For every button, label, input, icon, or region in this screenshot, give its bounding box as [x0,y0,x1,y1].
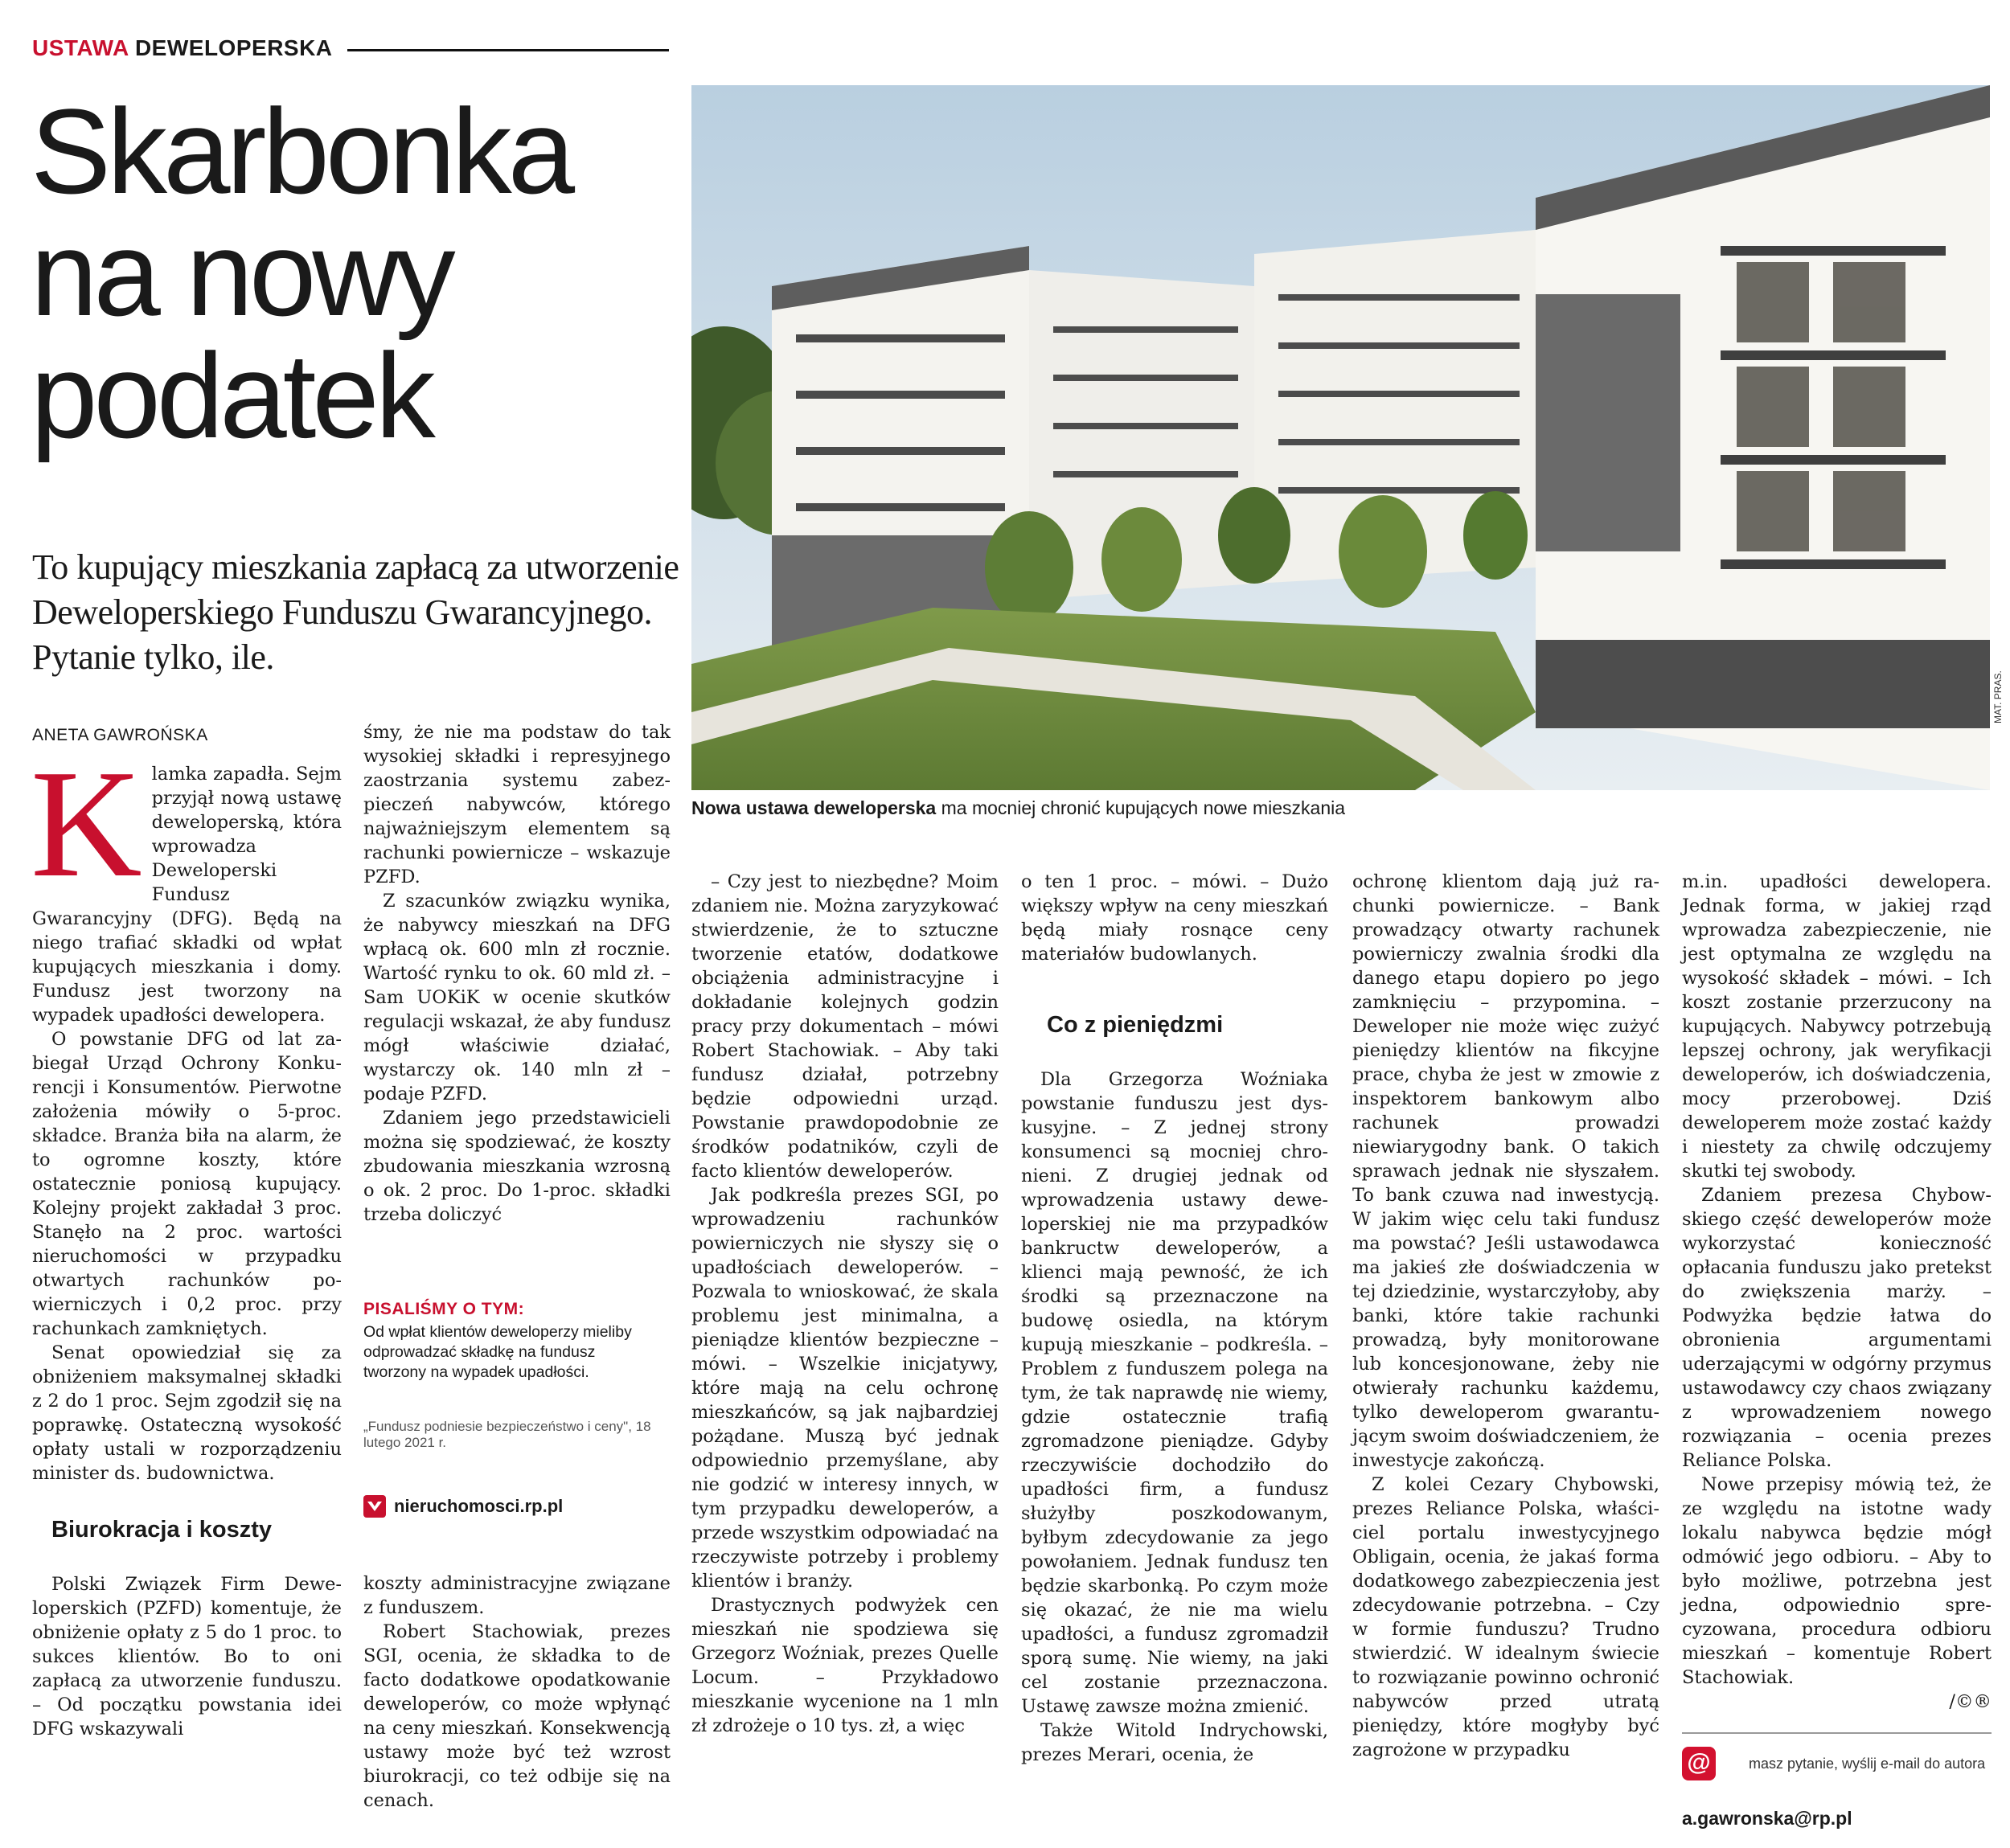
article-column-2-bottom [363,1571,671,1813]
article-column-2-top [363,720,671,1227]
kicker-part1: USTAWA [32,35,129,60]
section-kicker [32,35,333,61]
sidebar-link-text[interactable]: nieruchomosci.rp.pl [394,1496,564,1516]
col2-paragraph-1: śmy, że nie ma podstaw do tak wysokiej składki i represyjnego zaostrzania systemu zabezpieczeń nabywców, którego najważniejszym elementem są rachunki powiernicze – wskazuje PZFD. [363,722,671,887]
author-signature: /©® [1949,1691,1992,1712]
sidebar-text: Od wpłat klientów deweloperzy mieliby odprowadzać składkę na fundusz tworzony na wypadek upadłości. [363,1323,632,1381]
col2-paragraph-4: koszty administracyjne związane z funduszem. [363,1573,671,1618]
page-title [31,84,658,463]
col6-paragraph-2: Zdaniem prezesa Chybowskiego część deweloperów może wykorzystać konieczność opłacania funduszu jako pretekst do zwiększenia marży. – Podwyżka będzie łatwa do obronienia argumentami uderzającymi w odgórny przymus ustawodawcy czy chaos związany z wprowadzeniem nowego rozwiązania – ocenia prezes Reliance Polska. [1682,1185,1992,1471]
subheading-co-z-pieniedzmi: Co z pieniędzmi [1047,1012,1224,1038]
col5-paragraph-2: Z kolei Cezary Chybowski, prezes Reliance Polska, właściciel portalu inwestycyjnego Obligain, ocenia, że jakaś forma dodatkowego zabezpieczenia jest zdecydowanie potrzebna. – Czy w formie funduszu? Trudno stwierdzić. W idealnym świecie to rozwiązanie powinno ochronić nabywców przed utratą pieniędzy, które mogłyby być zagrożone w przypadku [1352,1474,1659,1760]
col1-paragraph-4: Polski Związek Firm Deweloperskich (PZFD) komentuje, że obniżenie opłaty z 5 do 1 proc. to sukces klientów. Bo to oni zapłacą za utworzenie funduszu. – Od początku powstania idei DFG wskazywali [32,1574,342,1739]
col2-paragraph-2: Z szacunków związku wynika, że nabywcy mieszkań na DFG wpłacą ok. 600 mln zł rocznie. Wartość rynku to ok. 60 mld zł. – Sam UOKiK w ocenie skutków regulacji wskazał, że aby fundusz mógł właściwie działać, wystarczy ok. 140 mln zł – podaje PZFD. [363,891,671,1104]
article-photo [691,85,1990,790]
article-column-5 [1352,870,1659,1762]
col6-paragraph-1: m.in. upadłości dewelopera. Jednak forma, w jakiej rząd wprowadza zabezpieczenie, nie jest optymalna ze względu na wysokość składek – mówi. – Ich koszt zostanie przerzucony na kupujących. Nabywcy potrzebują lepszej ochrony, jak weryfikacji deweloperów, ich doświadczenia, mocy przerobowej. Dziś deweloperem może zostać każdy i niestety za chwilę odczujemy skutki tej swobody. [1682,871,1992,1182]
article-column-4 [1021,870,1328,1767]
caption-bold: Nowa ustawa deweloperska [691,797,937,818]
article-column-1 [31,738,342,1741]
drop-cap: K [31,738,142,909]
col4-paragraph-3: Także Witold Indrychowski, prezes Merari, ocenia, że [1021,1720,1328,1765]
headline-line3: podatek [31,328,432,463]
sidebar-title: PISALIŚMY O TYM: [363,1300,525,1318]
sidebar-link[interactable] [363,1495,563,1518]
col4-paragraph-1: o ten 1 proc. – mówi. – Dużo większy wpływ na ceny mieszkań będą miały rosnące ceny materiałów budowlanych. [1021,871,1328,965]
contact-divider [1682,1732,1992,1734]
author-byline: ANETA GAWROŃSKA [32,726,208,744]
photo-credit: MAT. PRAS. [1992,670,2004,723]
lead-paragraph: To kupujący mieszkania zapłacą za utworzenie Deweloperskiego Funduszu Gwarancyjnego. Pytanie tylko, ile. [32,547,679,677]
rp-logo-icon [363,1495,386,1518]
email-icon: @ [1682,1747,1716,1780]
kicker-rule [347,49,669,51]
headline-line1: Skarbonka [31,84,572,219]
col5-paragraph-1: ochronę klientom dają już rachunki powiernicze. – Bank prowadzący otwarty rachunek powierniczy zwalnia środki dla danego etapu dopiero po jego zamknięciu – przypomina. – Deweloper nie może więc zużyć pieniędzy klientów na fikcyjne prace, chyba że jest w zmowie z inspektorem bankowym albo rachunek prowadzi niewiarygodny bank. O takich sprawach jednak nie słyszałem. To bank czuwa nad inwestycją. W jakim więc celu taki fundusz ma powstać? Jeśli ustawodawca ma jakieś złe doświadczenia w tej dziedzinie, wystarczyłoby, aby banki, które takie rachunki prowadzą, były monitorowane lub koncesjonowane, żeby nie otwierały rachunku każdemu, tylko deweloperom gwarantującym swoim doświadczeniem, że inwestycje zakończą. [1352,871,1659,1471]
caption-text: ma mocniej chronić kupujących nowe mieszkania [941,797,1346,818]
author-email-link[interactable]: a.gawronska@rp.pl [1682,1808,1852,1829]
col3-paragraph-2: Jak podkreśla prezes SGI, po wprowadzeniu rachunków powierniczych nie słyszy się o upadłościach deweloperów. – Pozwala to wnioskować, że skala problemu jest minimalna, a pieniądze klientów bezpieczne – mówi. – Wszelkie inicjatywy, które mają na celu ochronę mieszkańców, są jak najbardziej pożądane. Muszą być jednak odpowiednio przemyślane, aby nie godzić w interesy innych, w tym przypadku deweloperów, a przede wszystkim odpowiadać na rzeczywiste potrzeby i problemy klientów i branży. [691,1185,999,1592]
subheading-biurokracja: Biurokracja i koszty [51,1517,272,1543]
col1-paragraph-3: Senat opowiedział się za obniżeniem maksymalnej składki z 2 do 1 proc. Sejm zgodził się na poprawkę. Ostateczną wysokość opłaty ustali w rozporządzeniu minister ds. budownictwa. [32,1342,342,1484]
col1-paragraph-1: lamka zapadła. Sejm przyjął nową ustawę deweloperską, która wprowadza Deweloperski Fundusz Gwarancyjny (DFG). Będą na niego trafiać składki od wpłat kupujących mieszkania i domy. Fundusz jest tworzony na wypadek upadłości dewelopera. [32,764,342,1026]
photo-caption [691,797,1345,819]
headline-line2: na nowy [31,206,452,341]
col4-paragraph-2: Dla Grzegorza Woźniaka powstanie funduszu jest dyskusyjne. – Z jednej strony konsumenci są mocniej chronieni. Z drugiej jednak od wprowadzenia ustawy deweloperskiej nie ma przypadków bankructw deweloperów, a klienci mają pewność, że ich środki są przeznaczone na budowę osiedla, na którym kupują mieszkanie – podkreśla. – Problem z funduszem polega na tym, że tak naprawdę nie wiemy, gdzie ostatecznie trafią zgromadzone pieniądze. Gdyby rzeczywiście dochodziło do upadłości firm, a fundusz służyłby poszkodowanym, byłbym zdecydowanie za jego powołaniem. Jednak fundusz ten będzie skarbonką. Po czym może się okazać, że nie ma wielu upadłości, a fundusz zgromadził sporą sumę. Nie wiemy, na jaki cel zostanie przeznaczona. Ustawę zawsze można zmienić. [1021,1069,1328,1717]
col3-paragraph-3: Drastycznych podwyżek cen mieszkań nie spodziewa się Grzegorz Woźniak, prezes Quelle Locum. – Przykładowo mieszkanie wycenione na 1 mln zł zdrożeje o 10 tys. zł, a więc [691,1595,999,1736]
col6-paragraph-3: Nowe przepisy mówią też, że ze względu na istotne wady lokalu nabywca będzie mógł odmówić jego odbioru. – Aby to było możliwe, potrzebna jest jedna, odpowiednio sprecyzowana, procedura odbioru mieszkań – komentuje Robert Stachowiak. [1682,1474,1992,1688]
sidebar-quote: „Fundusz podniesie bezpieczeństwo i ceny", 18 lutego 2021 r. [363,1419,651,1450]
article-column-6 [1682,870,1992,1714]
col1-paragraph-2: O powstanie DFG od lat zabiegał Urząd Ochrony Konkurencji i Konsumentów. Pierwotne założenia mówiły o 5-proc. składce. Branża biła na alarm, że to ogromne koszty, które ostatecznie poniosą kupujący. Kolejny projekt zakładał 3 proc. Stanęło na 2 proc. wartości nieruchomości w przypadku otwartych rachunków powierniczych i 0,2 proc. przy rachunkach zamkniętych. [32,1029,342,1339]
article-column-3 [691,870,999,1738]
col2-paragraph-3: Zdaniem jego przedstawicieli można się spodziewać, że koszty zbudowania mieszkania wzrosną o ok. 2 proc. Do 1-proc. składki trzeba doliczyć [363,1108,671,1225]
kicker-part2: DEWELOPERSKA [134,35,333,60]
contact-prompt: masz pytanie, wyślij e-mail do autora [1749,1756,1986,1772]
col3-paragraph-1: – Czy jest to niezbędne? Moim zdaniem nie. Można zaryzykować stwierdzenie, że to sztuczne tworzenie etatów, dodatkowe obciążenia administracyjne i dokładanie kolejnych godzin pracy przy dokumentach – mówi Robert Stachowiak. – Aby taki fundusz działał, potrzebny będzie odpowiedni urząd. Powstanie prawdopodobnie ze środków podatników, czyli de facto klientów deweloperów. [691,871,999,1182]
apartment-complex-illustration [691,85,1990,790]
col2-paragraph-5: Robert Stachowiak, prezes SGI, ocenia, że składka to de facto dodatkowe opodatkowanie deweloperów, co może wpłynąć na ceny mieszkań. Konsekwencją ustawy może być też wzrost biurokracji, co też odbije się na cenach. [363,1621,671,1811]
